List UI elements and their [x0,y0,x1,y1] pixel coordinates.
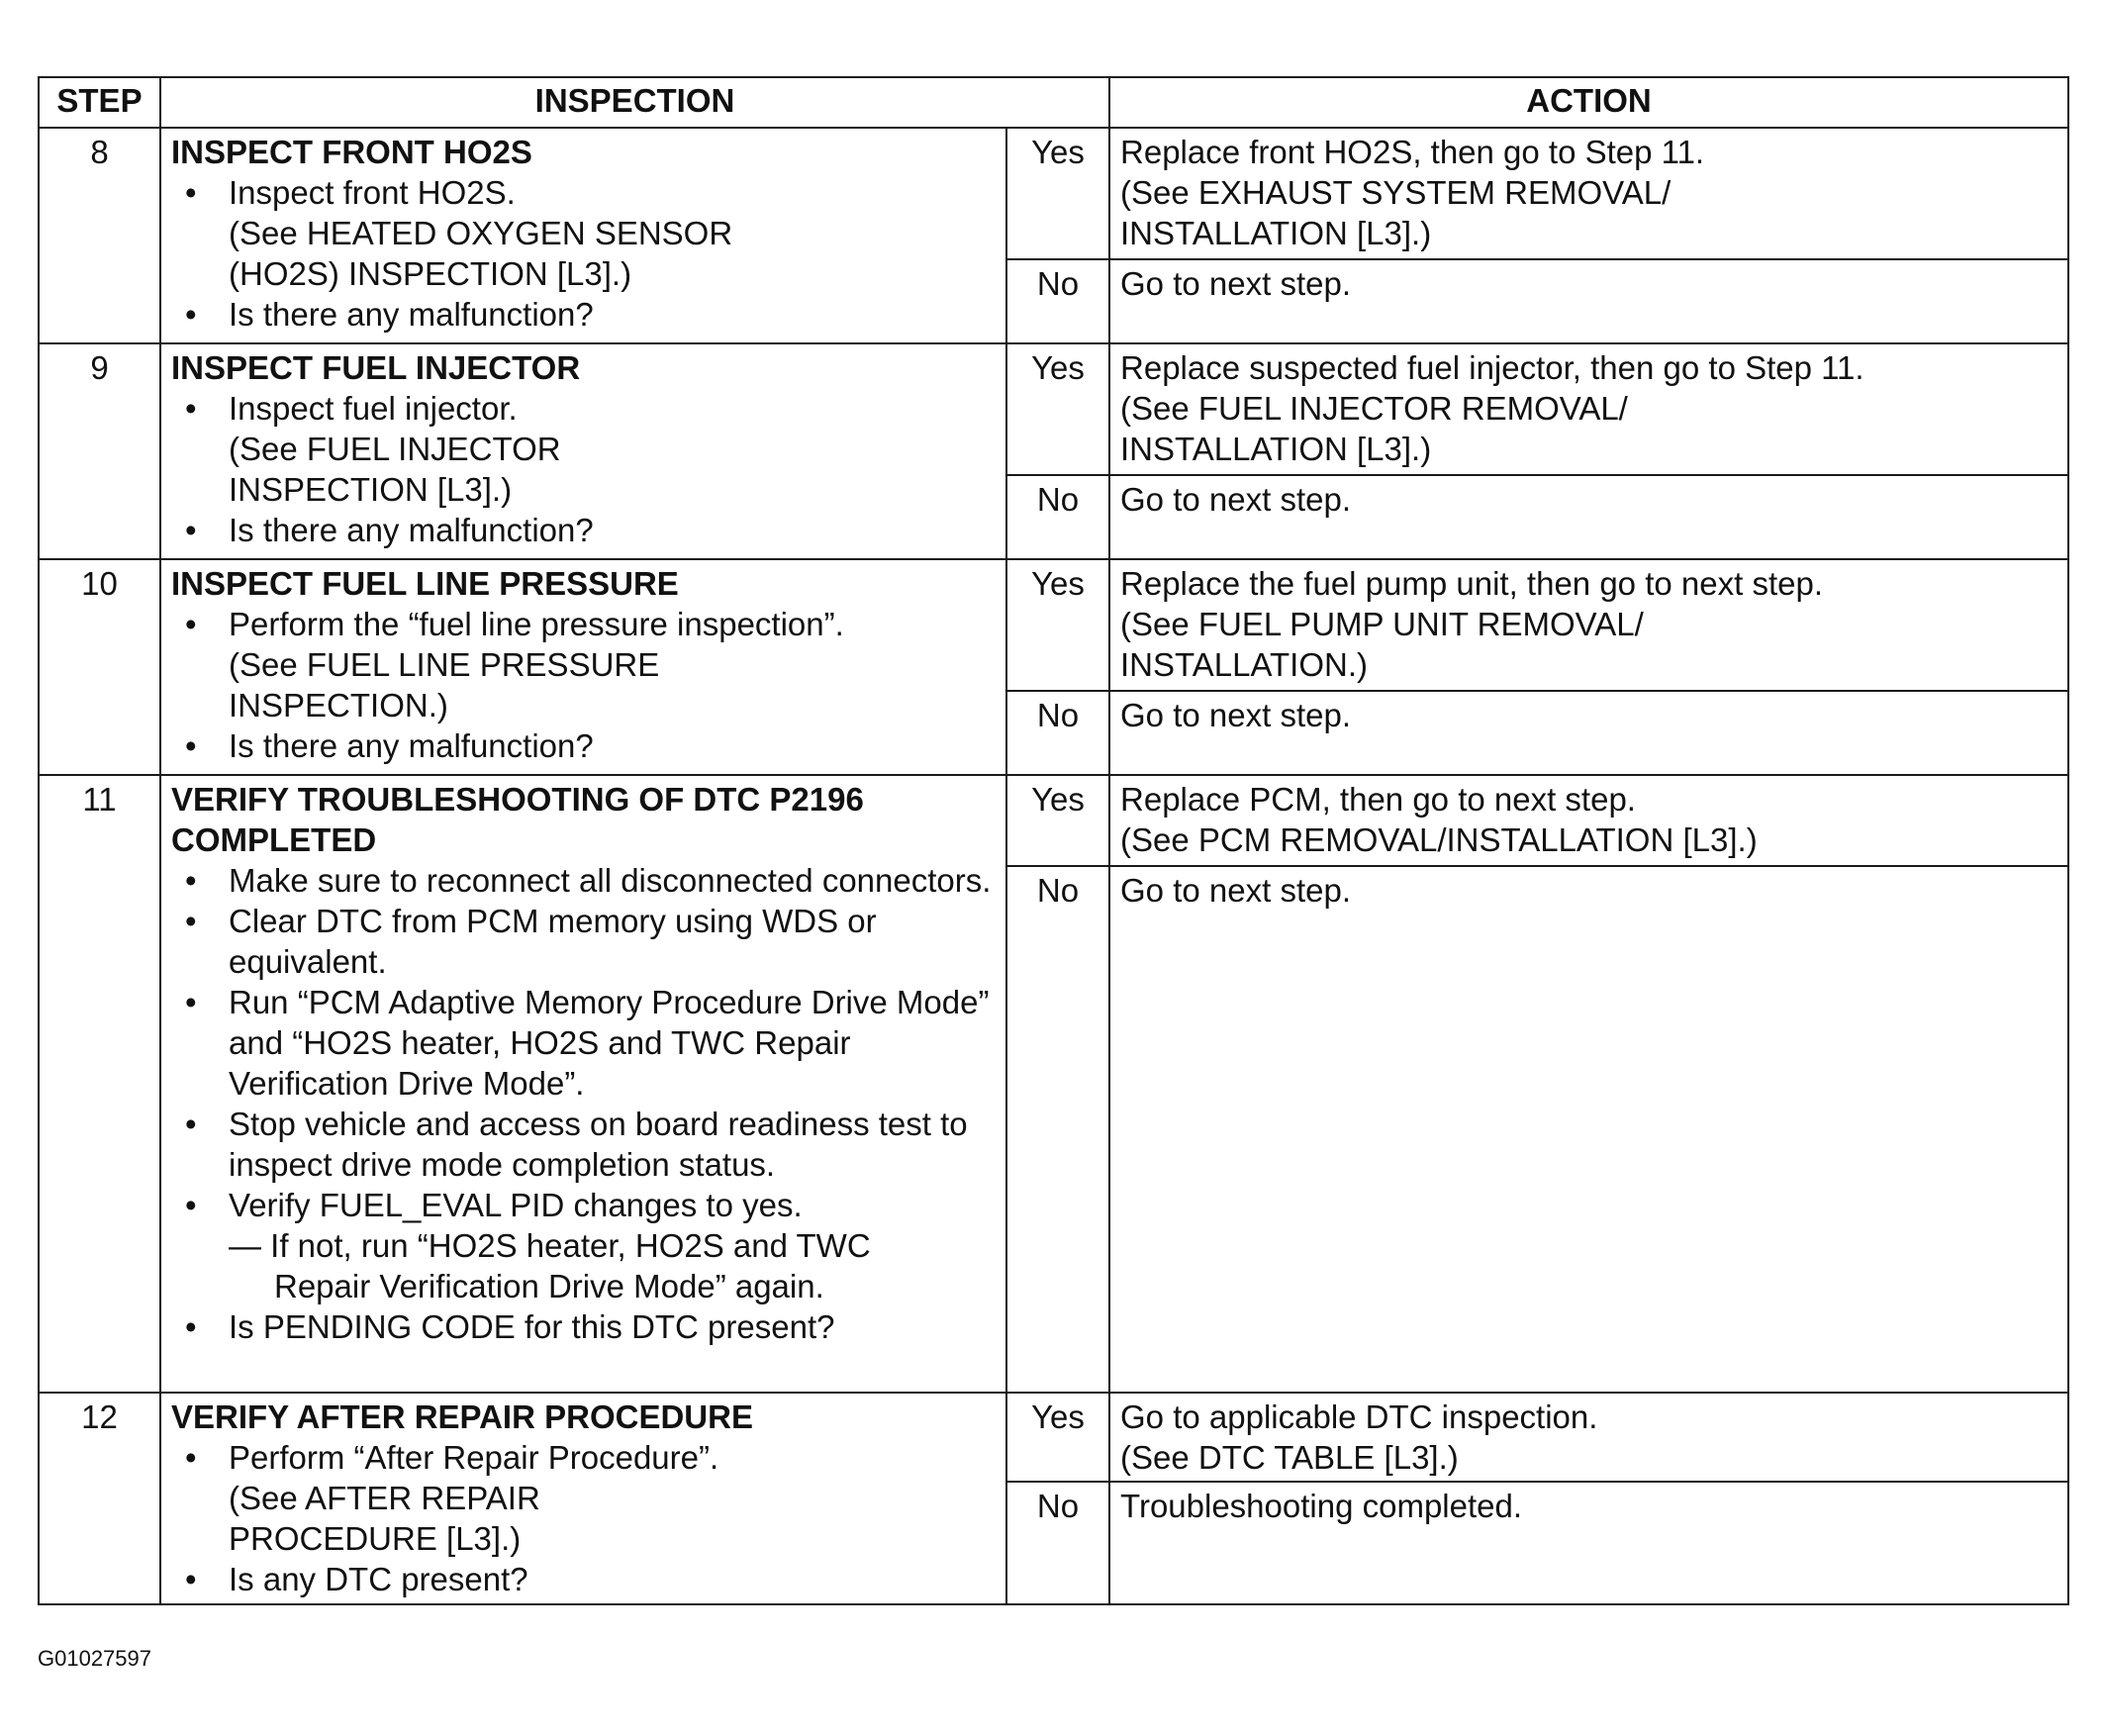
answer-no: No [1006,866,1109,1393]
inspection-title: INSPECT FUEL INJECTOR [171,349,581,386]
inspection-title: VERIFY AFTER REPAIR PROCEDURE [171,1398,753,1435]
action-text: Go to next step. [1120,481,1351,518]
figure-id: G01027597 [38,1646,151,1671]
answer-no: No [1006,1482,1109,1604]
action-text: Go to applicable DTC inspection. (See DTC TABLE [L3].) [1120,1398,1598,1476]
table-body [39,128,2068,1604]
bullet-item: • Clear DTC from PCM memory using WDS or equivalent. [229,901,996,982]
step-number: 12 [39,1393,160,1604]
bullet-item: • Is there any malfunction? [229,294,996,335]
answer-yes: Yes [1006,1393,1109,1482]
inspection-bullets [171,172,996,335]
answer-yes: Yes [1006,775,1109,866]
action-text: Go to next step. [1120,697,1351,733]
header-row [39,77,2068,128]
bullet-item: • Verify FUEL_EVAL PID changes to yes. [229,1185,996,1225]
bullet-item: • Stop vehicle and access on board readiness test to inspect drive mode completion status. [229,1104,996,1185]
bullet-item: • Is PENDING CODE for this DTC present? [229,1306,996,1347]
step-number: 10 [39,559,160,775]
troubleshooting-table [38,76,2069,1605]
action-no [1109,1482,2068,1604]
header-inspection: INSPECTION [160,77,1109,128]
inspection-cell [160,343,1006,559]
step-number: 11 [39,775,160,1393]
action-yes [1109,559,2068,691]
header-action: ACTION [1109,77,2068,128]
header-step: STEP [39,77,160,128]
bullet-item: • Is there any malfunction? [229,725,996,766]
action-yes [1109,1393,2068,1482]
bullet-item: • Perform “After Repair Procedure”. (See AFTER REPAIR PROCEDURE [L3].) [229,1437,996,1559]
table-row [39,343,2068,475]
action-yes [1109,775,2068,866]
inspection-bullets [171,860,996,1347]
step-number: 8 [39,128,160,343]
action-no [1109,475,2068,559]
action-text: Replace PCM, then go to next step. (See PCM REMOVAL/INSTALLATION [L3].) [1120,781,1758,858]
step-number: 9 [39,343,160,559]
action-no [1109,691,2068,775]
inspection-cell [160,559,1006,775]
inspection-title: INSPECT FRONT HO2S [171,134,532,170]
action-no [1109,866,2068,1393]
action-text: Replace front HO2S, then go to Step 11. (See EXHAUST SYSTEM REMOVAL/ INSTALLATION [L3].) [1120,134,1705,251]
answer-no: No [1006,475,1109,559]
answer-no: No [1006,691,1109,775]
bullet-item: • Is any DTC present? [229,1559,996,1599]
answer-no: No [1006,259,1109,343]
inspection-bullets [171,388,996,550]
action-yes [1109,343,2068,475]
table-row [39,128,2068,259]
inspection-bullets [171,1437,996,1599]
bullet-item: • Make sure to reconnect all disconnected connectors. [229,860,996,901]
answer-yes: Yes [1006,559,1109,691]
action-text: Go to next step. [1120,265,1351,302]
table-row [39,1393,2068,1482]
action-yes [1109,128,2068,259]
action-text: Replace suspected fuel injector, then go to Step 11. (See FUEL INJECTOR REMOVAL/ INSTALLATION [L3].) [1120,349,1864,467]
bullet-item: • Inspect front HO2S. (See HEATED OXYGEN SENSOR (HO2S) INSPECTION [L3].) [229,172,996,294]
sub-note [229,1225,996,1306]
bullet-item: • Is there any malfunction? [229,510,996,550]
inspection-cell [160,1393,1006,1604]
bullet-item: • Inspect fuel injector. (See FUEL INJECTOR INSPECTION [L3].) [229,388,996,510]
action-text: Troubleshooting completed. [1120,1488,1523,1524]
bullet-item: • Perform the “fuel line pressure inspection”. (See FUEL LINE PRESSURE INSPECTION.) [229,604,996,725]
bullet-item: • Run “PCM Adaptive Memory Procedure Drive Mode” and “HO2S heater, HO2S and TWC Repair Verification Drive Mode”. [229,982,996,1104]
inspection-bullets [171,604,996,766]
table-row [39,559,2068,691]
table-row [39,775,2068,866]
inspection-cell [160,775,1006,1393]
inspection-cell [160,128,1006,343]
sub-note-line: — If not, run “HO2S heater, HO2S and TWC [229,1227,871,1264]
action-text: Go to next step. [1120,872,1351,909]
answer-yes: Yes [1006,128,1109,259]
sub-note-continuation: Repair Verification Drive Mode” again. [274,1268,824,1304]
answer-yes: Yes [1006,343,1109,475]
action-text: Replace the fuel pump unit, then go to next step. (See FUEL PUMP UNIT REMOVAL/ INSTALLATION.) [1120,565,1823,683]
action-no [1109,259,2068,343]
inspection-title: VERIFY TROUBLESHOOTING OF DTC P2196 COMPLETED [171,781,864,858]
inspection-title: INSPECT FUEL LINE PRESSURE [171,565,679,602]
